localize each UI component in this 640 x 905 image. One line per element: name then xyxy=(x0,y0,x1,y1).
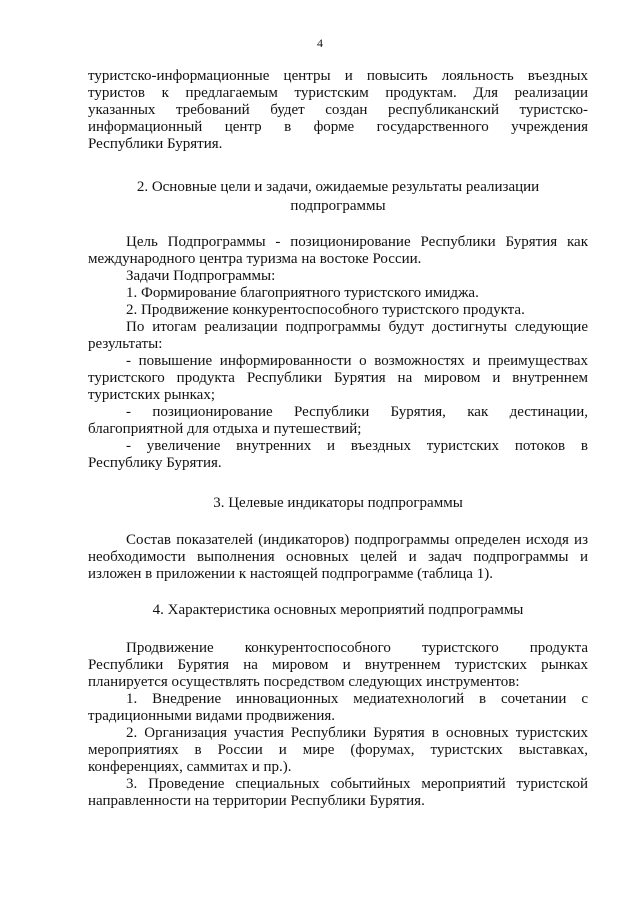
result-3-line-1: - увеличение внутренних и въездных туристских потоков в xyxy=(126,438,588,454)
page-number: 4 xyxy=(317,36,323,50)
result-1-line-1: - повышение информированности о возможностях и преимуществах xyxy=(126,353,588,369)
section-4-line-3: планируется осуществлять посредством следующих инструментов: xyxy=(88,674,520,690)
section-4-line-2: Республики Бурятия на мировом и внутреннем туристских рынках xyxy=(88,657,588,673)
intro-line-1: туристско-информационные центры и повысить лояльность въездных xyxy=(88,68,588,84)
instrument-1-line-1: 1. Внедрение инновационных медиатехнологий в сочетании с xyxy=(126,691,588,707)
intro-line-4: информационный центр в форме государственного учреждения xyxy=(88,119,588,135)
section-3-line-2: необходимости выполнения основных целей и задач подпрограммы и xyxy=(88,549,588,565)
section-4-heading xyxy=(88,601,588,620)
section-4-heading-text: 4. Характеристика основных мероприятий подпрограммы xyxy=(152,602,524,618)
section-2-body xyxy=(88,234,588,472)
section-3-heading xyxy=(88,494,588,513)
results-line-1: По итогам реализации подпрограммы будут достигнуты следующие xyxy=(126,319,588,335)
section-3-line-3: изложен в приложении к настоящей подпрограмме (таблица 1). xyxy=(88,566,493,582)
result-1-line-2: туристского продукта Республики Бурятия на мировом и внутреннем xyxy=(88,370,588,386)
intro-line-5: Республики Бурятия. xyxy=(88,136,223,152)
result-1-line-3: туристских рынках; xyxy=(88,387,215,403)
section-2-heading-line-1: 2. Основные цели и задачи, ожидаемые результаты реализации xyxy=(136,179,540,195)
intro-paragraph xyxy=(88,68,588,153)
result-3-line-2: Республику Бурятия. xyxy=(88,455,222,471)
section-4-body xyxy=(88,640,588,810)
intro-line-3: указанных требований будет создан республиканский туристско- xyxy=(88,102,588,118)
task-2: 2. Продвижение конкурентоспособного туристского продукта. xyxy=(126,302,525,318)
section-2-heading xyxy=(88,178,588,216)
instrument-2-line-2: мероприятиях в России и мире (форумах, туристских выставках, xyxy=(88,742,588,758)
result-2-line-2: благоприятной для отдыха и путешествий; xyxy=(88,421,362,437)
instrument-1-line-2: традиционными видами продвижения. xyxy=(88,708,336,724)
goal-line-2: международного центра туризма на востоке России. xyxy=(88,251,422,267)
section-4-line-1: Продвижение конкурентоспособного туристского продукта xyxy=(126,640,588,656)
results-line-2: результаты: xyxy=(88,336,163,352)
section-3-line-1: Состав показателей (индикаторов) подпрограммы определен исходя из xyxy=(126,532,588,548)
section-2-heading-line-2: подпрограммы xyxy=(290,198,386,214)
instrument-3-line-1: 3. Проведение специальных событийных мероприятий туристской xyxy=(126,776,588,792)
instrument-2-line-1: 2. Организация участия Республики Бурятия в основных туристских xyxy=(126,725,588,741)
section-3-body xyxy=(88,532,588,583)
task-1: 1. Формирование благоприятного туристского имиджа. xyxy=(126,285,479,301)
instrument-2-line-3: конференциях, саммитах и пр.). xyxy=(88,759,292,775)
section-3-heading-text: 3. Целевые индикаторы подпрограммы xyxy=(213,495,463,511)
instrument-3-line-2: направленности на территории Республики Бурятия. xyxy=(88,793,425,809)
tasks-title: Задачи Подпрограммы: xyxy=(126,268,276,284)
result-2-line-1: - позиционирование Республики Бурятия, как дестинации, xyxy=(126,404,588,420)
goal-line-1: Цель Подпрограммы - позиционирование Республики Бурятия как xyxy=(126,234,588,250)
intro-line-2: туристов к предлагаемым туристским продуктам. Для реализации xyxy=(88,85,588,101)
